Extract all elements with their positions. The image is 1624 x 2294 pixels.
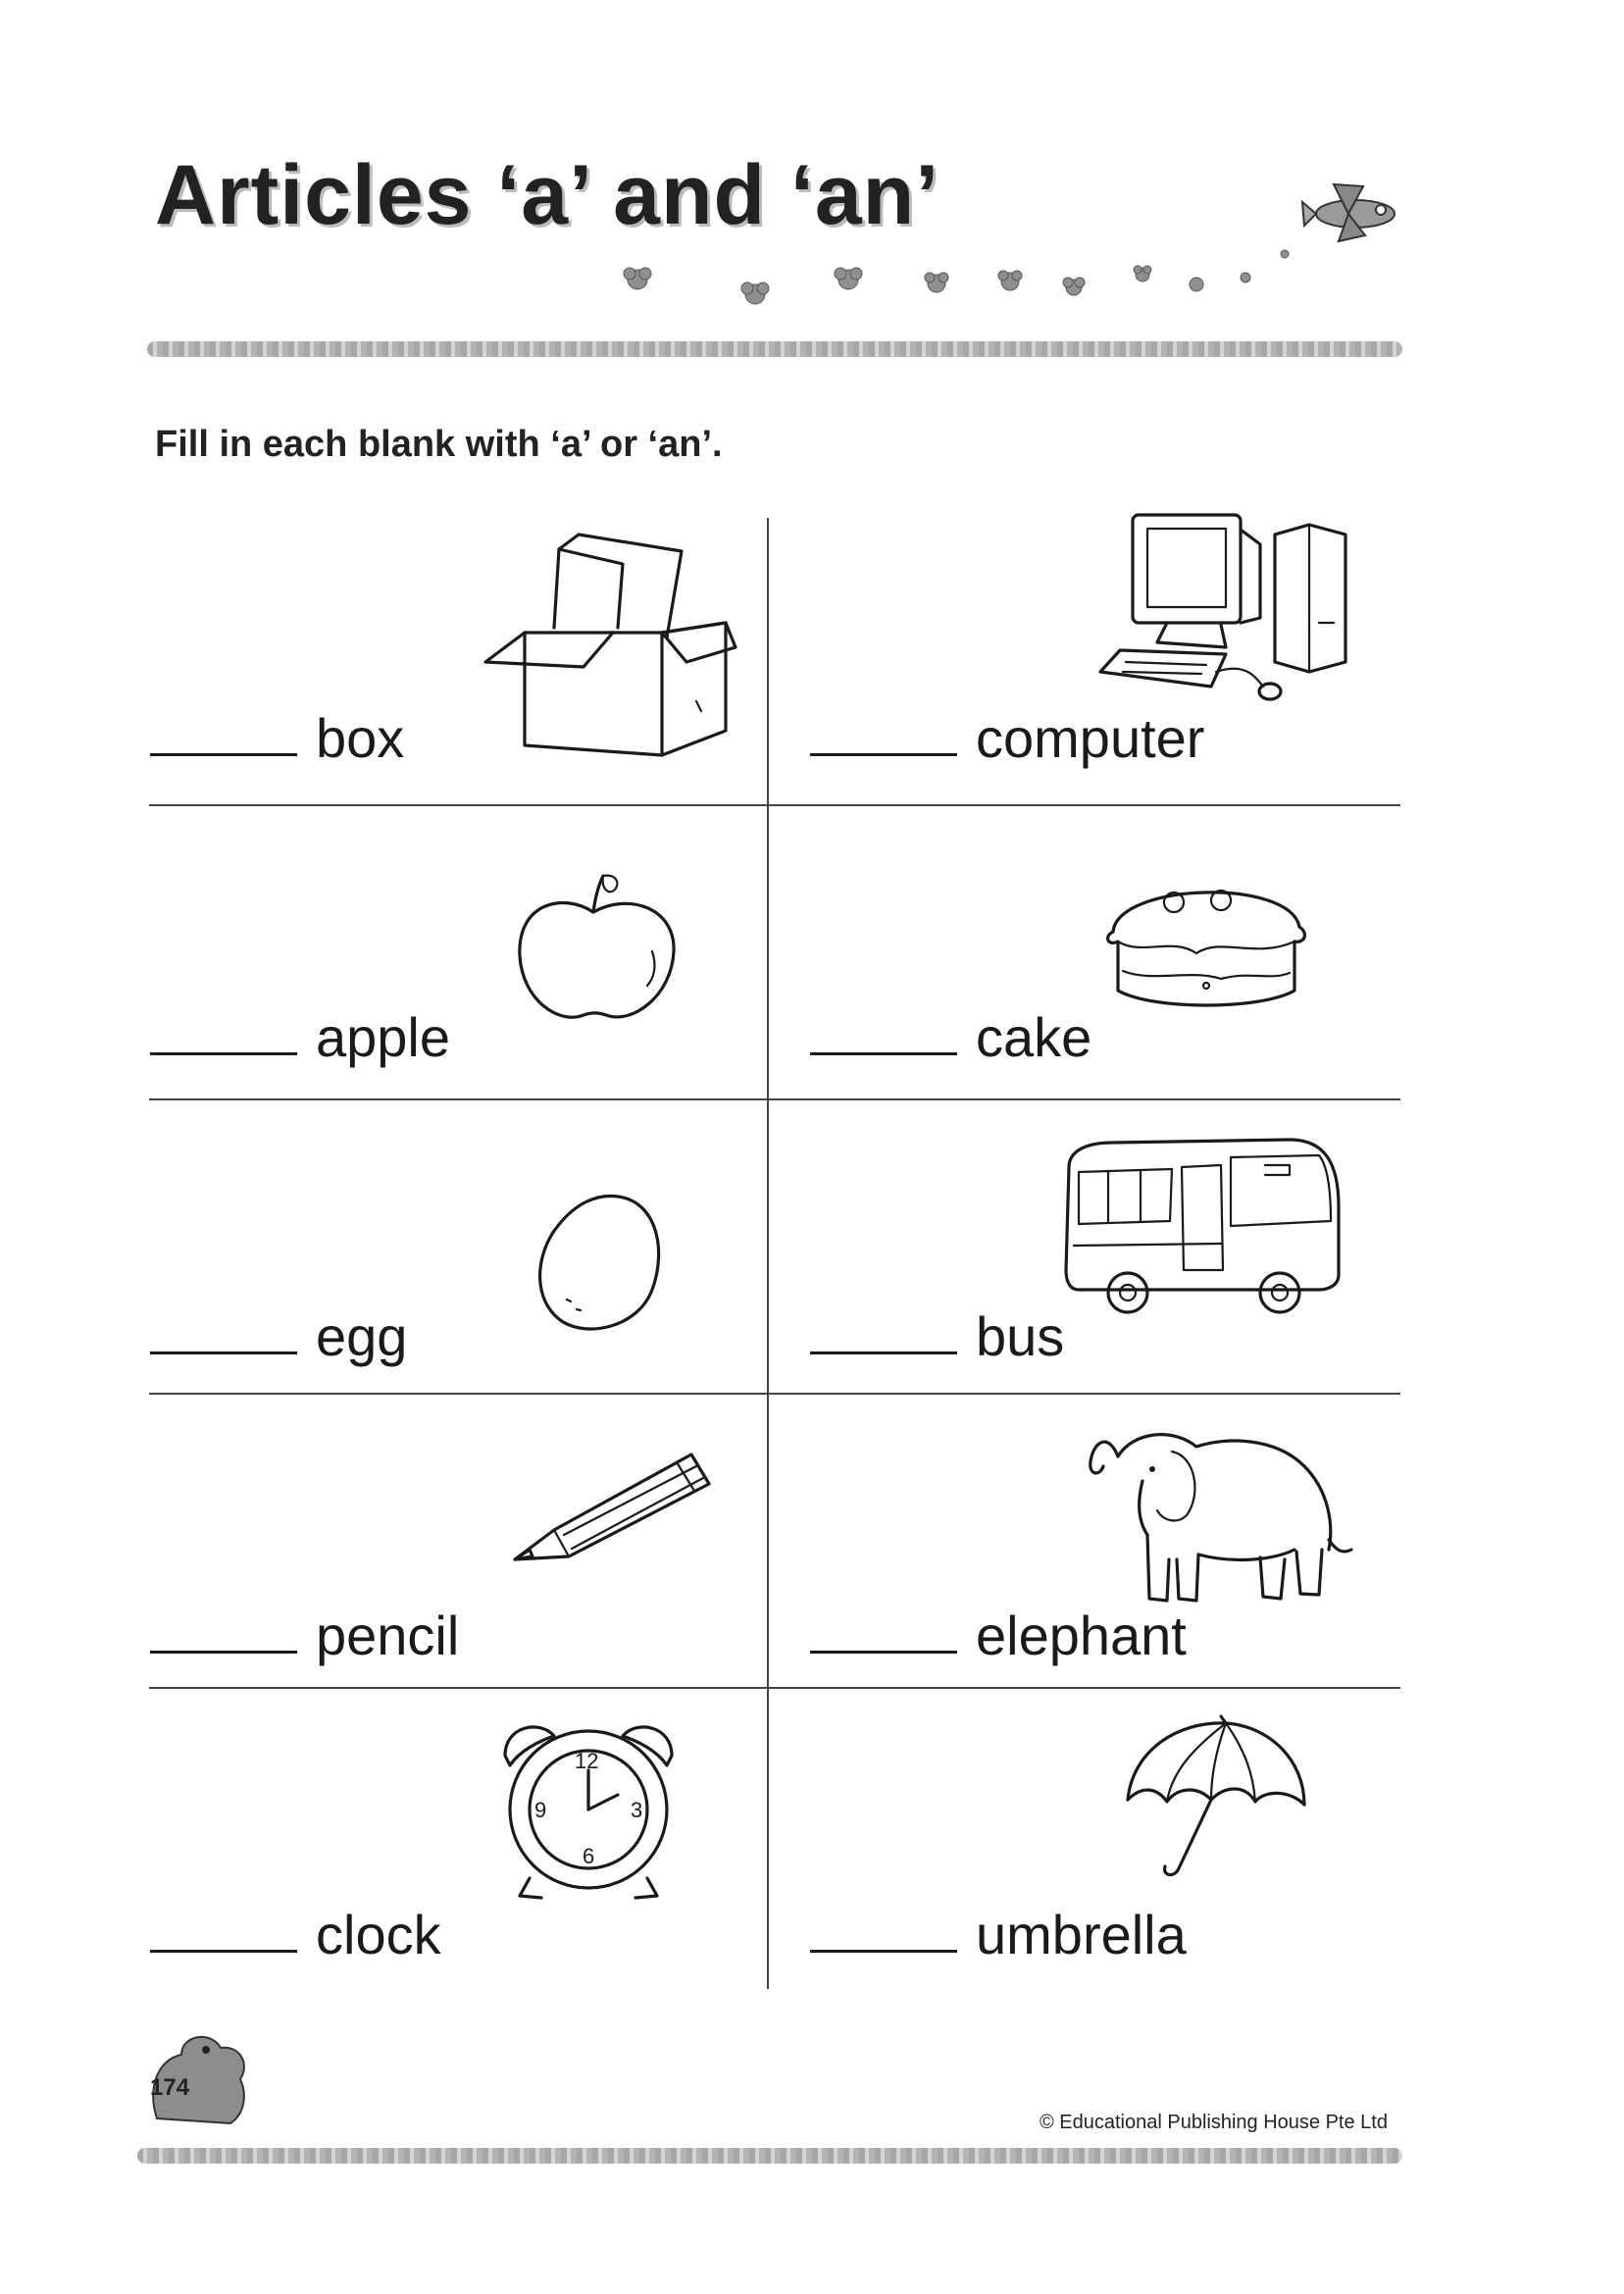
word-label: elephant xyxy=(976,1605,1187,1666)
word-label: apple xyxy=(316,1006,451,1068)
svg-text:3: 3 xyxy=(631,1798,643,1822)
svg-text:12: 12 xyxy=(575,1749,599,1773)
word-label: clock xyxy=(316,1904,441,1965)
word-label: cake xyxy=(976,1006,1092,1068)
row-divider xyxy=(149,1687,1400,1689)
computer-icon xyxy=(1089,505,1393,711)
footer-divider xyxy=(137,2148,1402,2164)
page-number: 174 xyxy=(150,2074,190,2101)
answer-blank[interactable] xyxy=(150,753,297,756)
page-title: Articles ‘a’ and ‘an’ xyxy=(155,148,940,242)
box-icon xyxy=(476,530,750,775)
copyright-notice: © Educational Publishing House Pte Ltd xyxy=(1040,2112,1388,2133)
word-label: box xyxy=(316,707,405,769)
umbrella-icon xyxy=(1118,1711,1314,1888)
cake-icon xyxy=(1093,863,1319,1020)
answer-blank[interactable] xyxy=(810,753,957,756)
answer-blank[interactable] xyxy=(810,1052,957,1055)
word-label: egg xyxy=(316,1305,408,1367)
answer-blank[interactable] xyxy=(150,1351,297,1354)
pencil-icon xyxy=(495,1447,721,1574)
elephant-icon xyxy=(1079,1422,1353,1608)
word-label: bus xyxy=(976,1305,1065,1367)
answer-blank[interactable] xyxy=(810,1651,957,1654)
word-label: pencil xyxy=(316,1605,460,1666)
svg-text:6: 6 xyxy=(583,1844,595,1868)
instructions: Fill in each blank with ‘a’ or ‘an’. xyxy=(155,424,723,465)
answer-blank[interactable] xyxy=(810,1950,957,1953)
word-label: computer xyxy=(976,707,1205,769)
flower-trail-decoration xyxy=(608,221,1314,309)
row-divider xyxy=(149,804,1400,806)
svg-text:9: 9 xyxy=(534,1798,547,1822)
answer-blank[interactable] xyxy=(150,1950,297,1953)
bus-icon xyxy=(1054,1128,1348,1324)
clock-icon xyxy=(481,1711,696,1908)
apple-icon xyxy=(505,868,682,1030)
answer-blank[interactable] xyxy=(810,1351,957,1354)
word-label: umbrella xyxy=(976,1904,1187,1965)
egg-icon xyxy=(520,1182,677,1349)
column-divider xyxy=(767,518,769,1989)
answer-blank[interactable] xyxy=(150,1651,297,1654)
header-divider xyxy=(147,341,1402,357)
row-divider xyxy=(149,1393,1400,1395)
row-divider xyxy=(149,1098,1400,1100)
answer-blank[interactable] xyxy=(150,1052,297,1055)
